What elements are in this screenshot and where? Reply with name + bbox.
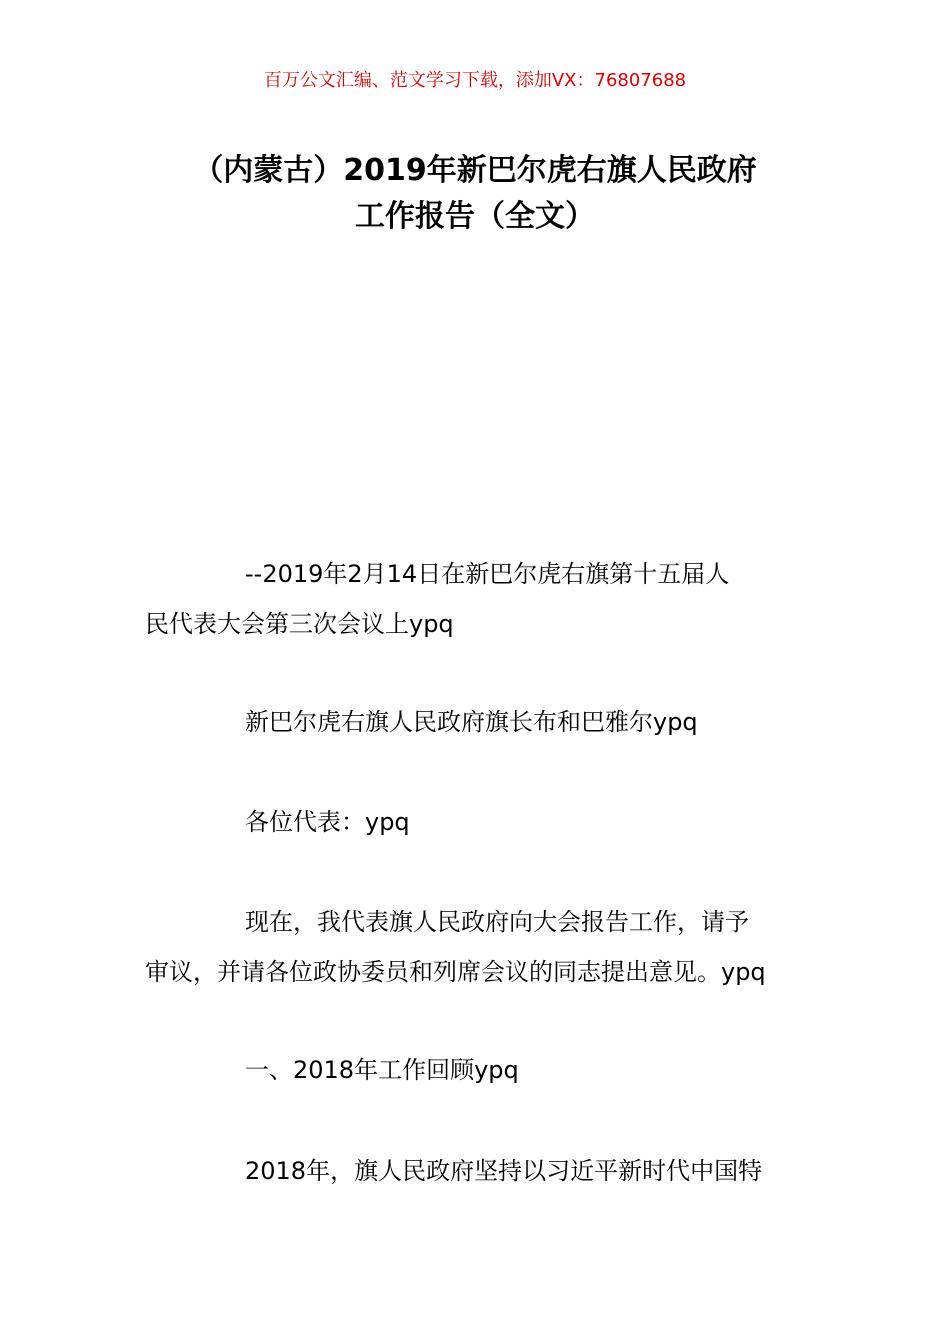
speaker-paragraph <box>145 697 807 747</box>
title-line-2: 工作报告（全文） <box>355 199 595 234</box>
salutation-paragraph <box>145 797 807 847</box>
paragraph-line: 一、2018年工作回顾ypq <box>245 1056 519 1084</box>
body-paragraph <box>145 1146 807 1196</box>
paragraph-line: 各位代表：ypq <box>245 808 410 836</box>
paragraph-line: 审议，并请各位政协委员和列席会议的同志提出意见。ypq <box>145 958 766 986</box>
meeting-info-paragraph <box>145 549 807 649</box>
paragraph-line: 民代表大会第三次会议上ypq <box>145 610 454 638</box>
intro-paragraph <box>145 897 807 997</box>
paragraph-line: 2018年，旗人民政府坚持以习近平新时代中国特 <box>245 1157 763 1185</box>
header-note: 百万公文汇编、范文学习下载，添加VX：76807688 <box>263 70 687 91</box>
paragraph-line: --2019年2月14日在新巴尔虎右旗第十五届人 <box>245 560 730 588</box>
document-title <box>120 148 830 240</box>
paragraph-line: 现在，我代表旗人民政府向大会报告工作，请予 <box>245 908 749 936</box>
paragraph-line: 新巴尔虎右旗人民政府旗长布和巴雅尔ypq <box>245 708 698 736</box>
title-line-1: （内蒙古）2019年新巴尔虎右旗人民政府 <box>193 153 757 188</box>
section-heading <box>145 1045 807 1095</box>
